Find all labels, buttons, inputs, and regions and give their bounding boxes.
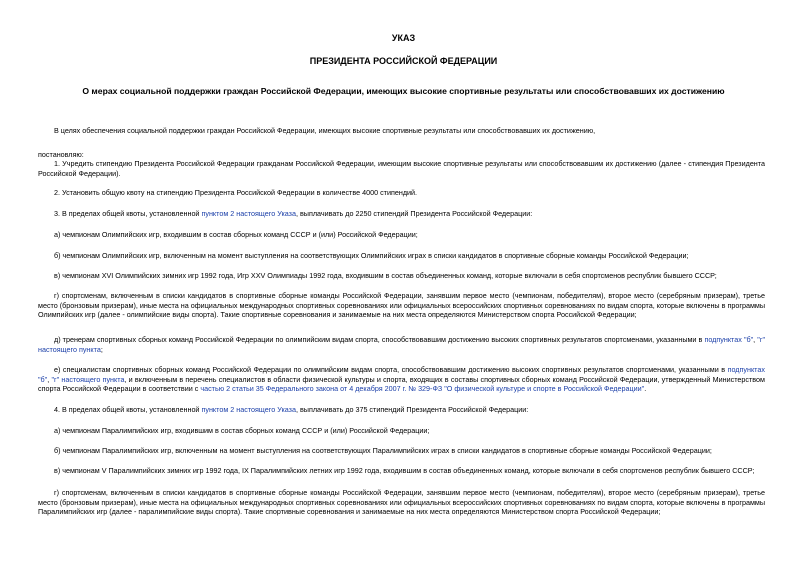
clause-3-text-start: 3. В пределах общей квоты, установленной xyxy=(54,209,202,218)
clause-3e-law-link[interactable]: частью 2 статьи 35 Федерального закона от 4 декабря 2007 г. № 329-ФЗ "О физической культуре и спорте в Российской Федерации" xyxy=(200,384,645,394)
clause-3e-paragraph xyxy=(38,365,765,394)
clause-1-paragraph: 1. Учредить стипендию Президента Российской Федерации гражданам Российской Федерации, имеющим высокие спортивные результаты или способствовавшим их достижению (далее - стипендия Президента Российской Федерации). xyxy=(38,159,765,178)
clause-3e-text-end: . xyxy=(644,384,647,394)
clause-4-paragraph xyxy=(38,405,765,415)
clause-3g-paragraph: г) спортсменам, включенным в списки кандидатов в спортивные сборные команды Российской Федерации, занявшим первое место (чемпионам, победителям), второе место (серебряным призерам), третье место (бронзовым призерам), иные места на официальных международных спортивных соревнованиях или официальных всероссийских спортивных соревнованиях по видам спорта, которые включены в программы Олимпийских игр (далее - олимпийские виды спорта). Такие спортивные соревнования и занимаемые на них места определяются Министерством спорта Российской Федерации; xyxy=(38,291,765,320)
clause-4b-paragraph: б) чемпионам Паралимпийских игр, включенным на момент выступления на соответствующих Паралимпийских играх в списки кандидатов в спортивные сборные команды Российской Федерации; xyxy=(54,446,712,455)
clause-4-text-end: , выплачивать до 375 стипендий Президента Российской Федерации: xyxy=(295,405,529,414)
clause-3d-link-b[interactable]: подпунктах "б" xyxy=(704,335,754,344)
clause-3b-paragraph: б) чемпионам Олимпийских игр, включенным на момент выступления на соответствующих Олимпийских играх в списки кандидатов в спортивные сборные команды Российской Федерации; xyxy=(54,251,689,260)
clause-3v-paragraph: в) чемпионам XVI Олимпийских зимних игр 1992 года, Игр XXV Олимпиады 1992 года, входившим в состав объединенных команд, которые включали в себя спортсменов республик бывшего СССР; xyxy=(54,271,717,280)
clause-3d-sep: , xyxy=(753,335,758,344)
decree-heading: О мерах социальной поддержки граждан Российской Федерации, имеющих высокие спортивные результаты или способствовавших их достижению xyxy=(82,86,725,96)
clause-4-link[interactable]: пунктом 2 настоящего Указа xyxy=(201,405,296,414)
clause-3d-text-start: д) тренерам спортивных сборных команд Российской Федерации по олимпийским видам спорта, способствовавшим достижению высоких спортивных результатов спортсменами, указанными в xyxy=(54,335,705,344)
clause-4v-paragraph: в) чемпионам V Паралимпийских зимних игр 1992 года, IX Паралимпийских летних игр 1992 года, входившим в состав объединенных команд, которые включали в себя спортсменов республик бывшего СССР; xyxy=(54,466,755,475)
clause-3-link[interactable]: пунктом 2 настоящего Указа xyxy=(201,209,296,218)
clause-3-paragraph xyxy=(38,209,765,219)
resolution-word: постановляю: xyxy=(38,150,84,159)
clause-3d-paragraph xyxy=(38,335,765,354)
clause-4-text-start: 4. В пределах общей квоты, установленной xyxy=(54,405,202,414)
preamble-paragraph: В целях обеспечения социальной поддержки граждан Российской Федерации, имеющих высокие спортивные результаты или способствовавших их достижению, xyxy=(54,126,596,135)
clause-4g-paragraph: г) спортсменам, включенным в списки кандидатов в спортивные сборные команды Российской Федерации, занявшим первое место (чемпионам, победителям), второе место (серебряным призерам), третье место (бронзовым призерам), иные места на официальных международных спортивных соревнованиях или официальных всероссийских спортивных соревнованиях по видам спорта, которые включены в программы Паралимпийских игр (далее - паралимпийские виды спорта). Такие спортивные соревнования и занимаемые на них места определяются Министерством спорта Российской Федерации; xyxy=(38,488,765,517)
clause-3e-sep: , xyxy=(47,374,52,384)
clause-3d-text-end: ; xyxy=(100,344,103,354)
clause-3a-paragraph: а) чемпионам Олимпийских игр, входившим в состав сборных команд СССР и (или) Российской Федерации; xyxy=(54,230,418,239)
clause-3e-text-start: е) специалистам спортивных сборных команд Российской Федерации по олимпийским видам спорта, способствовавшим достижению высоких спортивных результатов спортсменами, указанными в xyxy=(54,365,728,374)
clause-4a-paragraph: а) чемпионам Паралимпийских игр, входившим в состав сборных команд СССР и (или) Российской Федерации; xyxy=(54,426,430,435)
document-type-title: УКАЗ xyxy=(391,33,416,43)
clause-3e-text-mid: , и включенным в перечень специалистов в области физической культуры и спорта, входящих в составы спортивных сборных команд Российской Федерации, утвержденный Министерством спорта Российской Федерации в соответствии с xyxy=(38,374,765,394)
clause-3-text-end: , выплачивать до 2250 стипендий Президента Российской Федерации: xyxy=(295,209,533,218)
clause-3e-link-b[interactable]: подпунктах "б" xyxy=(38,365,765,384)
clause-2-paragraph: 2. Установить общую квоту на стипендию Президента Российской Федерации в количестве 4000 стипендий. xyxy=(54,188,418,197)
issuer-title: ПРЕЗИДЕНТА РОССИЙСКОЙ ФЕДЕРАЦИИ xyxy=(309,56,498,66)
clause-3d-link-g[interactable]: "г" настоящего пункта xyxy=(38,335,765,354)
clause-3e-link-g[interactable]: "г" настоящего пункта xyxy=(51,374,125,384)
